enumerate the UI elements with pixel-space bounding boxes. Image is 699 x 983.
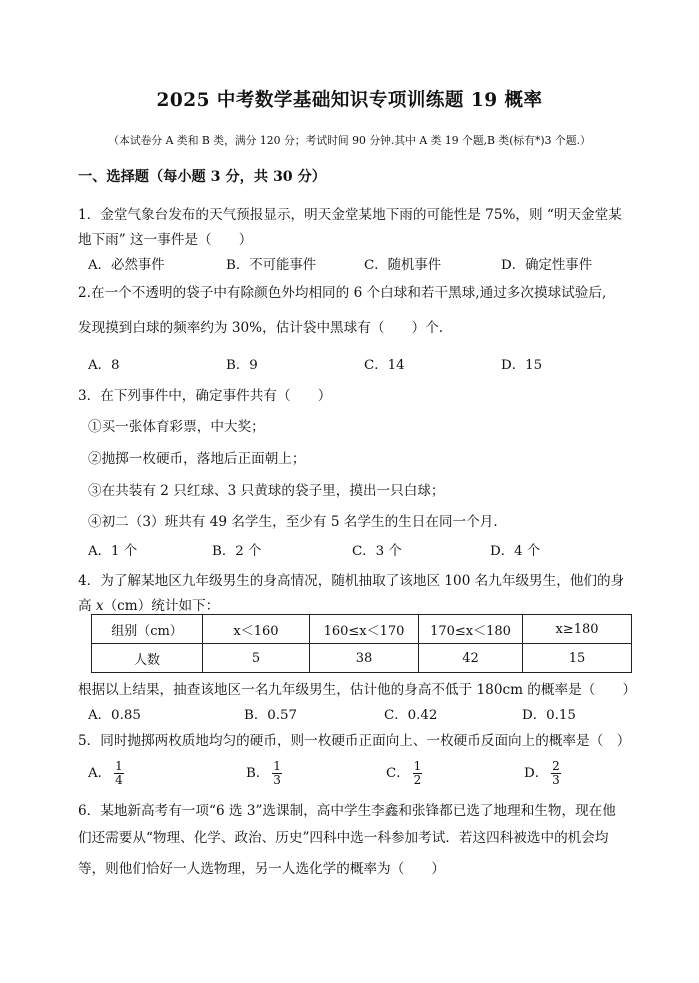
table-header-cell: 170≤x＜180	[419, 615, 523, 644]
q1-line2: 地下雨” 这一事件是（ ）	[78, 232, 253, 248]
exam-note: （本试卷分 A 类和 B 类，满分 120 分；考试时间 90 分钟.其中 A 类 19 个题,B 类(标有*)3 个题.）	[108, 134, 591, 147]
q3-option-b: B．2 个	[212, 544, 262, 559]
q5-option-c-label: C．	[386, 766, 410, 781]
table-header-cell: x≥180	[523, 615, 632, 644]
q4-line2	[78, 594, 219, 614]
q3-line1: 3．在下列事件中，确定事件共有（ ）	[78, 388, 332, 404]
q5-option-b	[246, 760, 282, 787]
q4-line1: 4．为了解某地区九年级男生的身高情况，随机抽取了该地区 100 名九年级男生，他们的身	[78, 573, 625, 589]
q4-variable-x: x	[95, 598, 104, 614]
q1-option-a: A．必然事件	[88, 258, 165, 273]
q3-item-4: ④初二（3）班共有 49 名学生，至少有 5 名学生的生日在同一个月.	[88, 514, 498, 530]
fraction-numerator: 1	[273, 759, 281, 773]
q2-line1: 2.在一个不透明的袋子中有除颜色外均相同的 6 个白球和若干黑球,通过多次摸球试验后,	[78, 285, 607, 301]
table-cell: 38	[310, 644, 419, 673]
q5-option-c-fraction	[413, 760, 423, 787]
q1-option-d: D．确定性事件	[501, 258, 593, 273]
q5-option-c	[386, 760, 422, 787]
q3-item-2: ②抛掷一枚硬币，落地后正面朝上；	[88, 451, 306, 467]
q2-line2: 发现摸到白球的频率约为 30%，估计袋中黑球有（ ）个.	[78, 320, 444, 336]
section-heading: 一、选择题（每小题 3 分，共 30 分）	[78, 169, 326, 185]
q5-option-a-label: A．	[88, 766, 112, 781]
q3-option-d: D．4 个	[490, 544, 541, 559]
q5-option-b-label: B．	[246, 766, 270, 781]
q4-line2-suffix: （cm）统计如下：	[103, 598, 220, 614]
q5-option-d-fraction	[551, 760, 561, 787]
q1-option-b: B．不可能事件	[226, 258, 317, 273]
q2-option-c: C．14	[364, 358, 405, 373]
q3-option-a: A．1 个	[88, 544, 138, 559]
q3-option-c: C．3 个	[352, 544, 402, 559]
q5-option-a	[88, 760, 124, 787]
q5-line1: 5．同时抛掷两枚质地均匀的硬币，则一枚硬币正面向上、一枚硬币反面向上的概率是（ ）	[78, 733, 631, 749]
q5-option-d	[524, 760, 561, 787]
q4-option-b: B．0.57	[244, 708, 298, 723]
table-header-cell: 160≤x＜170	[310, 615, 419, 644]
fraction-denominator: 3	[552, 773, 560, 787]
table-cell: 5	[203, 644, 310, 673]
q5-option-a-fraction	[114, 760, 124, 787]
q1-option-c: C．随机事件	[364, 258, 442, 273]
q6-line1: 6．某地新高考有一项“6 选 3”选课制，高中学生李鑫和张锋都已选了地理和生物，现在他	[78, 803, 616, 819]
table-header-cell: x＜160	[203, 615, 310, 644]
fraction-numerator: 1	[413, 759, 422, 773]
q4-option-a: A．0.85	[88, 708, 141, 723]
table-row	[92, 644, 632, 673]
q4-option-d: D．0.15	[522, 708, 576, 723]
table-header-cell: 组别（cm）	[92, 615, 203, 644]
q2-option-d: D．15	[501, 358, 543, 373]
fraction-denominator: 3	[273, 773, 281, 787]
fraction-numerator: 2	[552, 759, 560, 773]
q3-item-3: ③在共装有 2 只红球、3 只黄球的袋子里，摸出一只白球；	[88, 483, 445, 499]
page-title: 2025 中考数学基础知识专项训练题 19 概率	[156, 90, 543, 111]
q2-option-b: B．9	[226, 358, 258, 373]
q6-line3: 等，则他们恰好一人选物理，另一人选化学的概率为（ ）	[78, 861, 446, 877]
table-cell: 15	[523, 644, 632, 673]
q4-line3: 根据以上结果，抽查该地区一名九年级男生，估计他的身高不低于 180cm 的概率是（ ）	[78, 682, 637, 698]
q2-option-a: A．8	[88, 358, 120, 373]
q4-option-c: C．0.42	[384, 708, 438, 723]
fraction-denominator: 2	[413, 773, 422, 787]
q5-option-d-label: D．	[524, 766, 549, 781]
table-cell: 42	[419, 644, 523, 673]
table-cell: 人数	[92, 644, 203, 673]
q3-item-1: ①买一张体育彩票，中大奖；	[88, 419, 265, 435]
fraction-denominator: 4	[115, 773, 123, 787]
q4-line2-prefix: 高	[78, 598, 96, 614]
q1-line1: 1．金堂气象台发布的天气预报显示，明天金堂某地下雨的可能性是 75%，则 “明天金堂某	[78, 207, 622, 223]
height-frequency-table	[91, 614, 632, 673]
q6-line2: 们还需要从“物理、化学、政治、历史”四科中选一科参加考试．若这四科被选中的机会均	[78, 830, 609, 846]
q5-option-b-fraction	[272, 760, 282, 787]
table-header-row	[92, 615, 632, 644]
fraction-numerator: 1	[115, 759, 123, 773]
